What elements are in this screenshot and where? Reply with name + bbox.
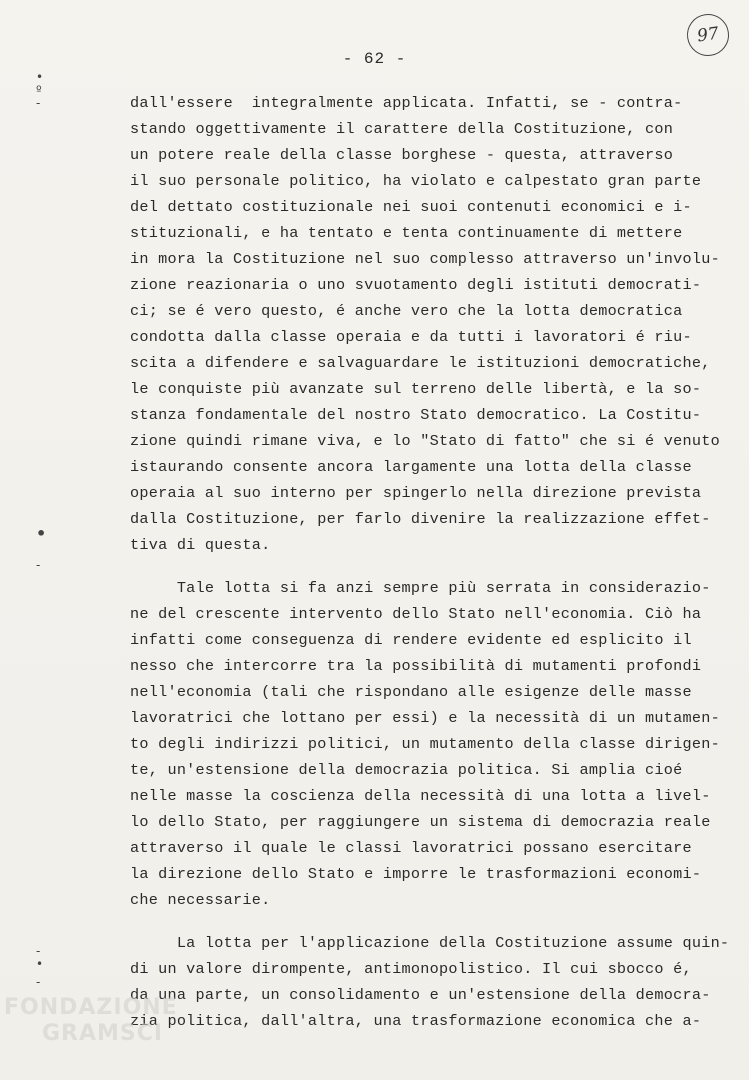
page-number: - 62 - [342, 50, 407, 68]
margin-mark: - [36, 975, 41, 989]
margin-mark: º [36, 83, 42, 97]
text-line: Tale lotta si fa anzi sempre più serrata in considerazio- [130, 579, 711, 597]
text-line: stando oggettivamente il carattere della Costituzione, con [130, 120, 674, 138]
watermark-line-2: GRAMSCI [42, 1021, 164, 1046]
text-line: La lotta per l'applicazione della Costituzione assume quin- [130, 934, 730, 952]
text-line: lo dello Stato, per raggiungere un sistema di democrazia reale [130, 813, 711, 831]
text-line: attraverso il quale le classi lavoratrici possano esercitare [130, 839, 692, 857]
text-line: to degli indirizzi politici, un mutamento della classe dirigen- [130, 735, 720, 753]
margin-mark: - [36, 558, 41, 572]
text-line: condotta dalla classe operaia e da tutti i lavoratori é riu- [130, 328, 692, 346]
text-line: un potere reale della classe borghese - questa, attraverso [130, 146, 674, 164]
text-line: operaia al suo interno per spingerlo nella direzione prevista [130, 484, 702, 502]
text-line: lavoratrici che lottano per essi) e la necessità di un mutamen- [130, 709, 720, 727]
text-line: dalla Costituzione, per farlo divenire la realizzazione effet- [130, 510, 711, 528]
text-line: la direzione dello Stato e imporre le trasformazioni economi- [130, 865, 702, 883]
margin-mark: • [36, 957, 44, 971]
archive-watermark [4, 995, 178, 1047]
margin-mark: • [36, 70, 44, 84]
text-line: le conquiste più avanzate sul terreno delle libertà, e la so- [130, 380, 702, 398]
text-line: in mora la Costituzione nel suo complesso attraverso un'involu- [130, 250, 720, 268]
text-line: zione quindi rimane viva, e lo "Stato di fatto" che si é venuto [130, 432, 720, 450]
body-text [130, 90, 730, 1051]
text-line: stituzionali, e ha tentato e tenta continuamente di mettere [130, 224, 683, 242]
margin-mark: • [36, 524, 47, 543]
text-line: istaurando consente ancora largamente una lotta della classe [130, 458, 692, 476]
text-line: stanza fondamentale del nostro Stato democratico. La Costitu- [130, 406, 702, 424]
text-line: zia politica, dall'altra, una trasformazione economica che a- [130, 1012, 702, 1030]
text-line: il suo personale politico, ha violato e calpestato gran parte [130, 172, 702, 190]
text-line: di un valore dirompente, antimonopolistico. Il cui sbocco é, [130, 960, 692, 978]
text-line: scita a difendere e salvaguardare le istituzioni democratiche, [130, 354, 711, 372]
text-line: infatti come conseguenza di rendere evidente ed esplicito il [130, 631, 692, 649]
text-line: dall'essere integralmente applicata. Infatti, se - contra- [130, 94, 683, 112]
paragraph-2 [130, 575, 720, 913]
text-line: zione reazionaria o uno svuotamento degli istituti democrati- [130, 276, 702, 294]
margin-mark: - [36, 944, 41, 958]
paragraph-3 [130, 930, 730, 1034]
text-line: te, un'estensione della democrazia politica. Si amplia cioé [130, 761, 683, 779]
text-line: nesso che intercorre tra la possibilità di mutamenti profondi [130, 657, 702, 675]
text-line: del dettato costituzionale nei suoi contenuti economici e i- [130, 198, 692, 216]
watermark-line-1: FONDAZIONE [4, 995, 178, 1020]
text-line: tiva di questa. [130, 536, 271, 554]
text-line: ne del crescente intervento dello Stato nell'economia. Ciò ha [130, 605, 702, 623]
text-line: da una parte, un consolidamento e un'estensione della democra- [130, 986, 711, 1004]
text-line: nelle masse la coscienza della necessità di una lotta a livel- [130, 787, 711, 805]
folio-stamp: 97 [684, 11, 731, 58]
text-line: nell'economia (tali che rispondano alle esigenze delle masse [130, 683, 692, 701]
margin-mark: - [36, 96, 41, 110]
paragraph-1 [130, 90, 720, 558]
text-line: ci; se é vero questo, é anche vero che la lotta democratica [130, 302, 683, 320]
text-line: che necessarie. [130, 891, 271, 909]
